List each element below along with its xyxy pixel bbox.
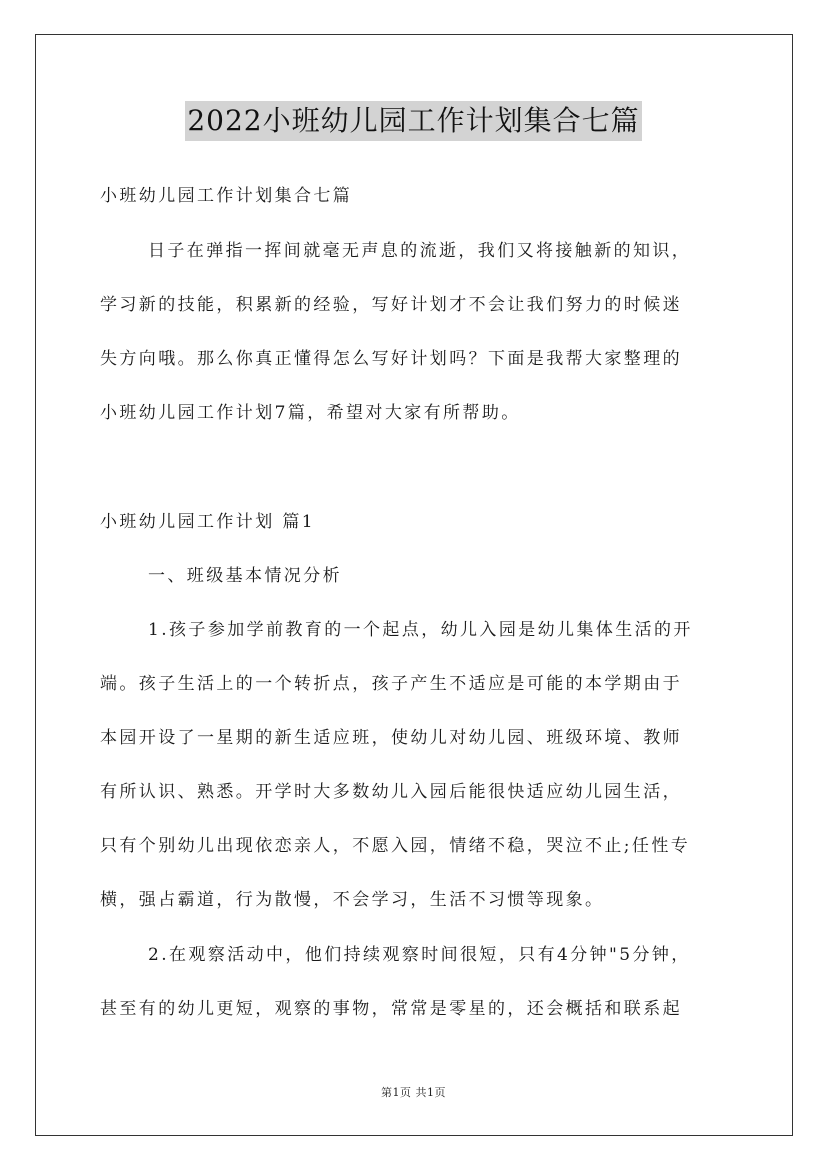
- intro-line: 失方向哦。那么你真正懂得怎么写好计划吗？下面是我帮大家整理的: [100, 349, 682, 369]
- paragraph-line: 2.在观察活动中，他们持续观察时间很短，只有4分钟"5分钟，: [148, 945, 691, 965]
- paragraph-line: 1.孩子参加学前教育的一个起点，幼儿入园是幼儿集体生活的开: [148, 620, 693, 640]
- paragraph-line: 本园开设了一星期的新生适应班，使幼儿对幼儿园、班级环境、教师: [100, 728, 682, 748]
- paragraph-line: 只有个别幼儿出现依恋亲人，不愿入园，情绪不稳，哭泣不止;任性专: [100, 836, 691, 856]
- document-title-wrapper: [0, 101, 827, 141]
- document-subtitle: 小班幼儿园工作计划集合七篇: [100, 186, 353, 206]
- paragraph-line: 有所认识、熟悉。开学时大多数幼儿入园后能很快适应幼儿园生活，: [100, 782, 682, 802]
- intro-line: 学习新的技能，积累新的经验，写好计划才不会让我们努力的时候迷: [100, 295, 682, 315]
- paragraph-line: 横，强占霸道，行为散慢，不会学习，生活不习惯等现象。: [100, 890, 605, 910]
- intro-line: 小班幼儿园工作计划7篇，希望对大家有所帮助。: [100, 403, 521, 423]
- document-title: 2022小班幼儿园工作计划集合七篇: [185, 101, 641, 141]
- section-subheading: 一、班级基本情况分析: [148, 566, 342, 586]
- intro-line: 日子在弹指一挥间就毫无声息的流逝，我们又将接触新的知识，: [148, 241, 692, 261]
- paragraph-line: 端。孩子生活上的一个转折点，孩子产生不适应是可能的本学期由于: [100, 674, 682, 694]
- paragraph-line: 甚至有的幼儿更短，观察的事物，常常是零星的，还会概括和联系起: [100, 999, 682, 1019]
- page-footer: 第1页 共1页: [381, 1086, 446, 1099]
- section-heading: 小班幼儿园工作计划 篇1: [100, 512, 316, 532]
